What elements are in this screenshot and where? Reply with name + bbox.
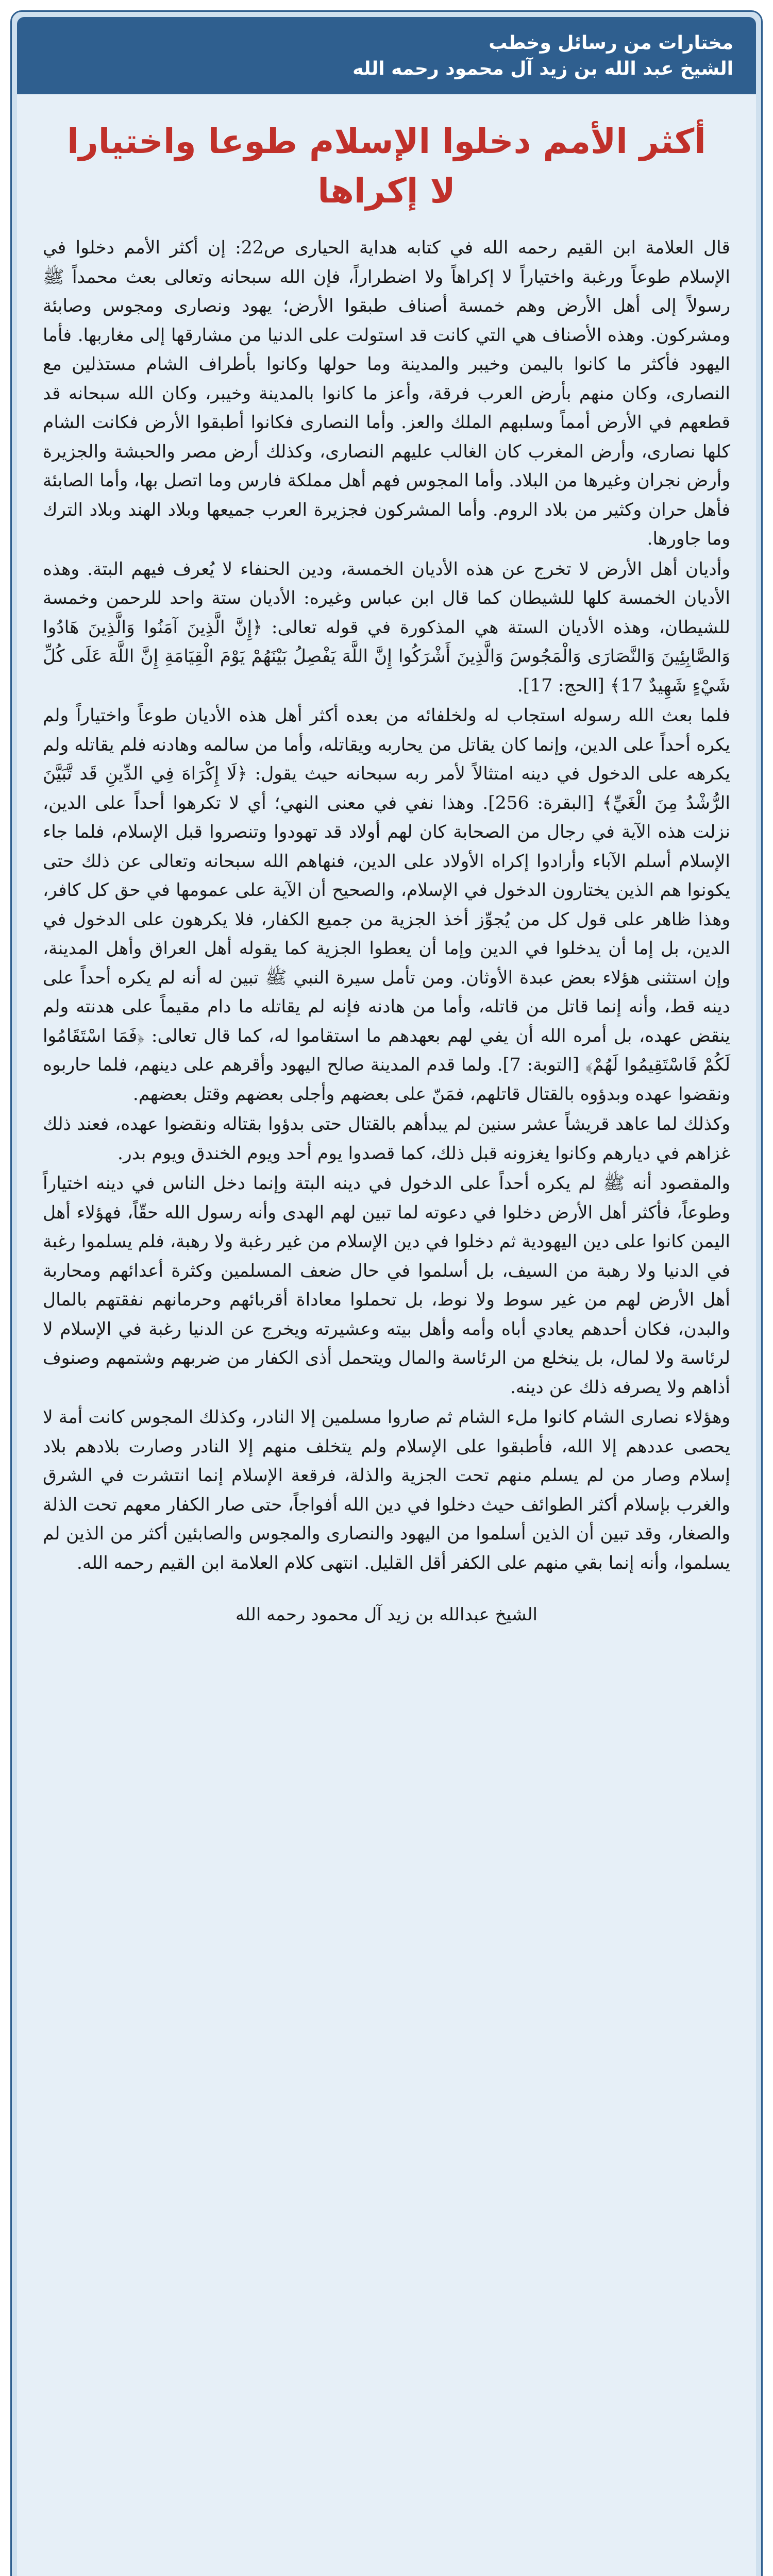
header-author: الشيخ عبد الله بن زيد آل محمود رحمه الله [352,58,733,79]
article-title-text: أكثر الأمم دخلوا الإسلام طوعا واختيارا لا إكراها [67,122,706,211]
article-title [63,117,710,216]
header-banner [17,17,756,94]
body-paragraph-1: قال العلامة ابن القيم رحمه الله في كتابه هداية الحيارى ص22: إن أكثر الأمم دخلوا في الإسلام طوعاً ورغبة واختياراً لا إكراهاً ولا اضطراراً، فإن الله سبحانه وتعالى بعث محمداً ﷺ رسولاً إلى أهل الأرض وهم خمسة أصناف طبقوا الأرض؛ يهود ونصارى ومجوس وصابئة ومشركون. وهذه الأصناف هي التي كانت قد استولت على الدنيا من مشارقها إلى مغاربها. فأما اليهود فأكثر ما كانوا باليمن وخيبر والمدينة وما حولها وكانوا بأطراف الشام مستذلين مع النصارى، وكان منهم بأرض العرب فرقة، وأعز ما كانوا بالمدينة وخيبر، وكان الله سبحانه قد قطعهم في الأرض أمماً وسلبهم الملك والعز. وأما النصارى فكانوا أطبقوا الأرض فكانت الشام كلها نصارى، وأرض المغرب كان الغالب عليهم النصارى، وكذلك أرض مصر والحبشة والجزيرة وأرض نجران وغيرها من البلاد. وأما المجوس فهم أهل مملكة فارس وما اتصل بها، وأما الصابئة فأهل حران وكثير من بلاد الروم. وأما المشركون فجزيرة العرب جميعها وبلاد الهند وبلاد الترك وما جاورها. [43,238,730,549]
body-paragraph-2: وأديان أهل الأرض لا تخرج عن هذه الأديان الخمسة، ودين الحنفاء لا يُعرف فيهم البتة. وهذه الأديان الخمسة كلها للشيطان كما قال ابن عباس وغيره: الأديان ستة واحد للرحمن وخمسة للشيطان، وهذه الأديان الستة هي المذكورة في قوله تعالى: ﴿إِنَّ الَّذِينَ آمَنُوا وَالَّذِينَ هَادُوا وَالصَّابِئِينَ وَالنَّصَارَى وَالْمَجُوسَ وَالَّذِينَ أَشْرَكُوا إِنَّ اللَّهَ يَفْصِلُ بَيْنَهُمْ يَوْمَ الْقِيَامَةِ إِنَّ اللَّهَ عَلَى كُلِّ شَيْءٍ شَهِيدٌ 17﴾ [الحج: 17]. [43,558,730,696]
article-panel [17,94,756,2576]
header-series-title: مختارات من رسائل وخطب [489,32,733,54]
author-signature: الشيخ عبدالله بن زيد آل محمود رحمه الله [235,1604,538,1625]
body-paragraph-3: فلما بعث الله رسوله استجاب له ولخلفائه من بعده أكثر أهل هذه الأديان طوعاً واختياراً ولم يكره أحداً على الدين، وإنما كان يقاتل من يحاربه ويقاتله، وأما من سالمه وهادنه فلم يقاتله ولم يكرهه على الدخول في دينه امتثالاً لأمر ربه سبحانه حيث يقول: ﴿لَا إِكْرَاهَ فِي الدِّينِ قَد تَّبَيَّنَ الرُّشْدُ مِنَ الْغَيِّ﴾ [البقرة: 256]. وهذا نفي في معنى النهي؛ أي لا تكرهوا أحداً على الدين، نزلت هذه الآية في رجال من الصحابة كان لهم أولاد قد تهودوا وتنصروا قبل الإسلام، فلما جاء الإسلام أسلم الآباء وأرادوا إكراه الأولاد على الدين، فنهاهم الله سبحانه وتعالى عن ذلك حتى يكونوا هم الذين يختارون الدخول في الإسلام، والصحيح أن الآية على عمومها في حق كل كافر، وهذا ظاهر على قول كل من يُجوِّز أخذ الجزية من جميع الكفار، فلا يكرهون على الدخول في الدين، بل إما أن يدخلوا في الدين وإما أن يعطوا الجزية كما يقوله أهل العراق وأهل المدينة، وإن استثنى هؤلاء بعض عبدة الأوثان. ومن تأمل سيرة النبي ﷺ تبين له أنه لم يكره أحداً على دينه قط، وأنه إنما قاتل من قاتله، وأما من هادنه فإنه لم يقاتله ما دام مقيماً على هدنته ولم ينقض عهده، بل أمره الله أن يفي لهم بعهدهم ما استقاموا له، كما قال تعالى: ﴿فَمَا اسْتَقَامُوا لَكُمْ فَاسْتَقِيمُوا لَهُمْ﴾ [التوبة: 7]. ولما قدم المدينة صالح اليهود وأقرهم على دينهم، فلما حاربوه ونقضوا عهده وبدؤوه بالقتال قاتلهم، فمَنّ على بعضهم وأجلى بعضهم وقتل بعضهم. [43,705,730,1105]
body-paragraph-5: والمقصود أنه ﷺ لم يكره أحداً على الدخول في دينه البتة وإنما دخل الناس في دينه اختياراً وطوعاً، فأكثر أهل الأرض دخلوا في دعوته لما تبين لهم الهدى وأنه رسول الله حقّاً، فهؤلاء أهل اليمن كانوا على دين اليهودية ثم دخلوا في دين الإسلام من غير رغبة ولا رهبة، فلم يسلموا رغبة في الدنيا ولا رهبة من السيف، بل أسلموا في حال ضعف المسلمين وكثرة أعدائهم ومحاربة أهل الأرض لهم من غير سوط ولا نوط، بل تحملوا معاداة أقربائهم وحرمانهم نفقتهم بالمال والبدن، فكان أحدهم يعادي أباه وأمه وأهل بيته وعشيرته ويخرج عن الدنيا رغبة في الإسلام لا لرئاسة ولا لمال، بل ينخلع من الرئاسة والمال ويتحمل أذى الكفار من ضربهم وشتمهم وصنوف أذاهم ولا يصرفه ذلك عن دينه. [43,1173,730,1398]
article-body [43,233,730,1578]
body-paragraph-6: وهؤلاء نصارى الشام كانوا ملء الشام ثم صاروا مسلمين إلا النادر، وكذلك المجوس كانت أمة لا يحصى عددهم إلا الله، فأطبقوا على الإسلام ولم يتخلف منهم إلا النادر وصارت بلادهم بلاد إسلام وصار من لم يسلم منهم تحت الجزية والذلة، فرقعة الإسلام إنما انتشرت في الشرق والغرب بإسلام أكثر الطوائف حيث دخلوا في دين الله أفواجاً، حتى صار الكفار معهم تحت الذلة والصغار، وقد تبين أن الذين أسلموا من اليهود والنصارى والمجوس والصابئين أكثر من الذين لم يسلموا، وأنه إنما بقي منهم على الكفر أقل القليل. انتهى كلام العلامة ابن القيم رحمه الله. [43,1407,730,1573]
body-paragraph-4: وكذلك لما عاهد قريشاً عشر سنين لم يبدأهم بالقتال حتى بدؤوا بقتاله ونقضوا عهده، فعند ذلك غزاهم في ديارهم وكانوا يغزونه قبل ذلك، كما قصدوا يوم أحد ويوم الخندق ويوم بدر. [43,1114,730,1164]
page-frame [10,10,763,2576]
